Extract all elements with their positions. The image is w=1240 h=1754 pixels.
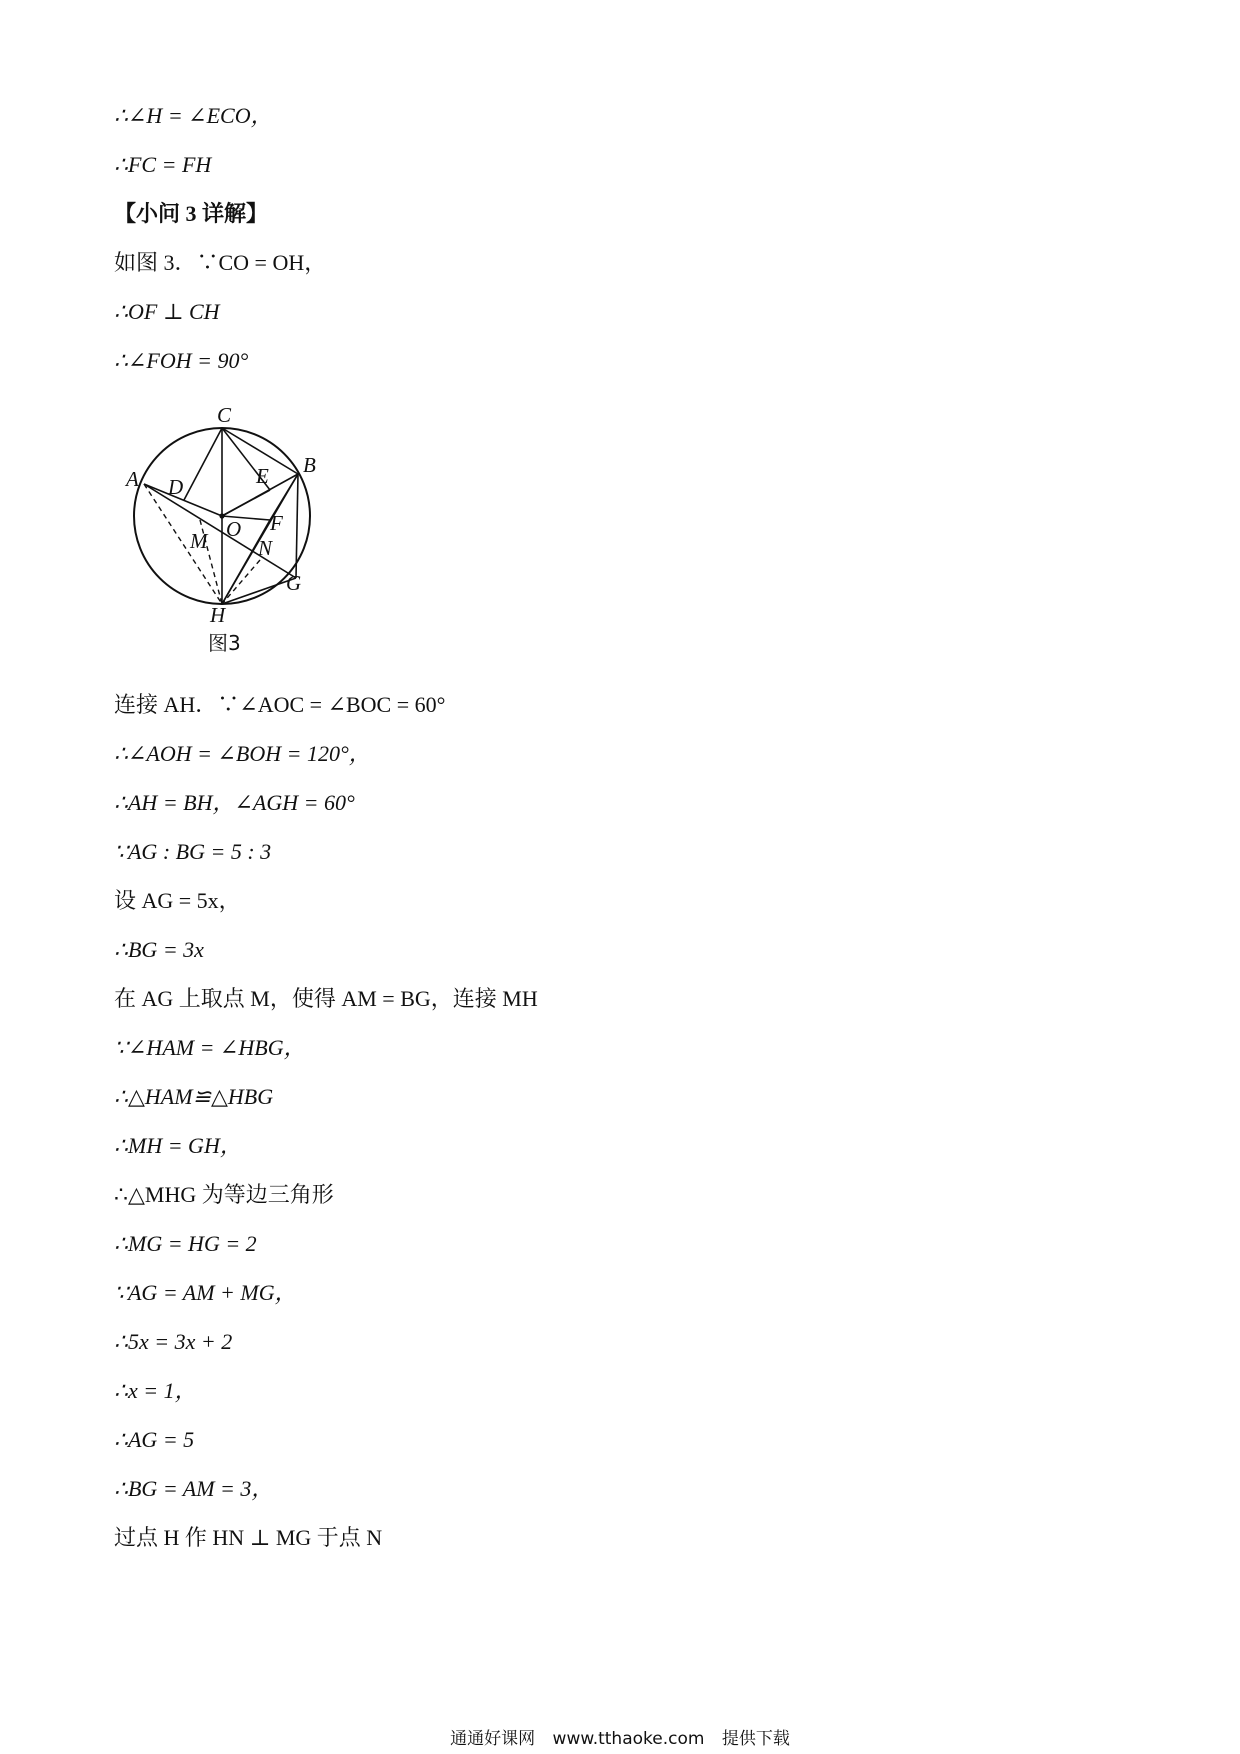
label-c: C	[217, 403, 232, 427]
solution-line: 设 AG = 5x，	[114, 888, 241, 913]
solution-line: ∴∠H = ∠ECO，	[114, 103, 273, 128]
label-n: N	[258, 536, 273, 560]
solution-line: ∴△HAM≌△HBG	[114, 1084, 274, 1109]
section-header: 【小问 3 详解】	[114, 201, 269, 226]
solution-line: ∴FC = FH	[114, 152, 212, 177]
footer-site-name: 通通好课网	[450, 1729, 536, 1749]
figure-caption: 图3	[208, 631, 241, 655]
solution-line: 连接 AH．∵∠AOC = ∠BOC = 60°	[114, 692, 446, 717]
solution-line: 如图 3．∵CO = OH，	[114, 250, 327, 275]
label-d: D	[168, 475, 184, 499]
label-f: F	[270, 511, 283, 535]
solution-line: ∴AH = BH，∠AGH = 60°	[114, 790, 355, 815]
segment-ah-dashed	[144, 484, 222, 604]
geometry-figure-3	[120, 400, 340, 660]
label-g: G	[286, 571, 302, 595]
center-point-o	[219, 513, 224, 518]
solution-line: ∴BG = 3x	[114, 937, 204, 962]
solution-line: ∴MG = HG = 2	[114, 1231, 257, 1256]
solution-line: ∴5x = 3x + 2	[114, 1329, 233, 1354]
solution-line: ∴BG = AM = 3，	[114, 1476, 274, 1501]
solution-line: ∵∠HAM = ∠HBG，	[114, 1035, 306, 1060]
solution-line: ∴△MHG 为等边三角形	[114, 1182, 334, 1207]
label-m: M	[190, 529, 208, 553]
label-h: H	[210, 603, 226, 627]
footer-url[interactable]: www.tthaoke.com	[552, 1729, 705, 1749]
solution-line: ∴OF ⊥ CH	[114, 299, 220, 324]
solution-line: 在 AG 上取点 M，使得 AM = BG，连接 MH	[114, 986, 538, 1011]
label-o: O	[226, 517, 242, 541]
segment-cd	[184, 428, 222, 500]
solution-line: ∴AG = 5	[114, 1427, 195, 1452]
segment-gh	[222, 578, 296, 604]
solution-line: ∴∠AOH = ∠BOH = 120°，	[114, 741, 371, 766]
solution-line: ∴∠FOH = 90°	[114, 348, 249, 373]
label-b: B	[303, 453, 316, 477]
footer-note: 提供下载	[721, 1729, 790, 1749]
solution-line: 过点 H 作 HN ⊥ MG 于点 N	[114, 1525, 383, 1550]
label-a: A	[126, 467, 139, 491]
solution-line: ∴x = 1，	[114, 1378, 197, 1403]
solution-line: ∴MH = GH，	[114, 1133, 242, 1158]
label-e: E	[256, 464, 269, 488]
page-footer	[0, 1728, 1240, 1750]
solution-line: ∵AG : BG = 5 : 3	[114, 839, 272, 864]
solution-line: ∵AG = AM + MG，	[114, 1280, 297, 1305]
